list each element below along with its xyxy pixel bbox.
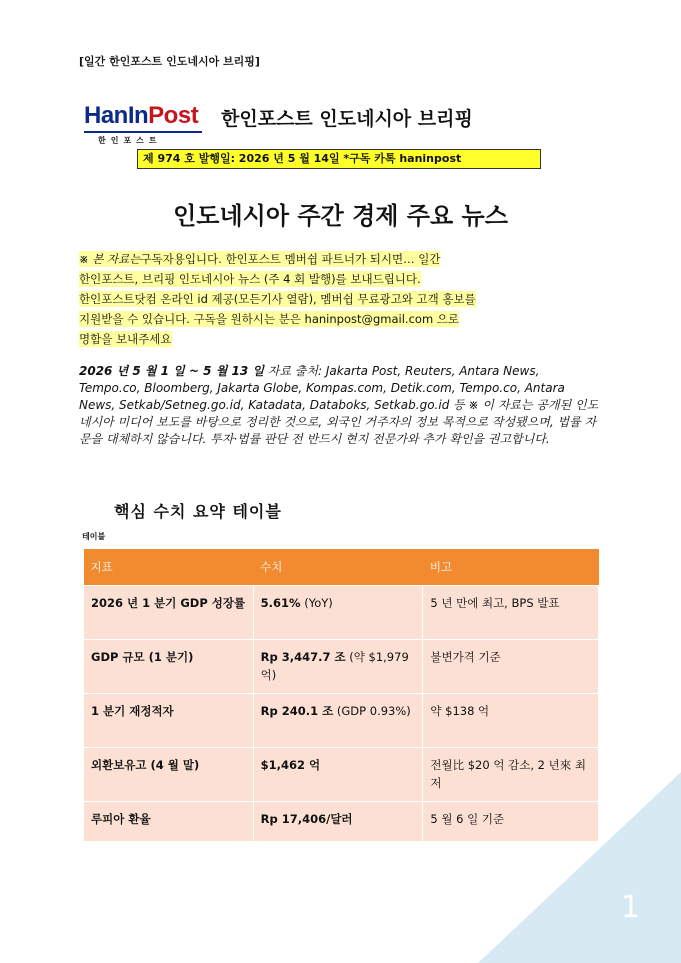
indicator-cell: 2026 년 1 분기 GDP 성장률 xyxy=(84,586,254,640)
page-title: 인도네시아 주간 경제 주요 뉴스 xyxy=(173,202,508,230)
note-cell: 5 년 만에 최고, BPS 발표 xyxy=(423,586,599,640)
section-title: 핵심 수치 요약 테이블 xyxy=(114,502,282,521)
source-list: Jakarta Post, Reuters, Antara News, Tempo.co, Bloomberg, Jakarta Globe, Kompas.com, Detik.com, Tempo.co, Antara News, Setkab/Setneg.go.id, Katadata, Databoks, Setkab.go.id 등 xyxy=(79,364,565,412)
value-cell: 5.61% (YoY) xyxy=(253,586,423,640)
value-cell: Rp 240.1 조 (GDP 0.93%) xyxy=(253,694,423,748)
indicator-cell: GDP 규모 (1 분기) xyxy=(84,640,254,694)
header-note: 비고 xyxy=(423,549,599,586)
key-figures-table xyxy=(83,549,599,842)
table-row xyxy=(84,640,599,694)
header-indicator: 지표 xyxy=(84,549,254,586)
disclaimer: ※ 이 자료는 공개된 인도네시아 미디어 보도를 바탕으로 정리한 것으로, 외국인 거주자의 정보 목적으로 작성됐으며, 법률 자문을 대체하지 않습니다. 투자·법률 판단 전 반드시 현지 전문가와 추가 확인을 권고합니다. xyxy=(79,398,599,446)
briefing-tag: [일간 한인포스트 인도네시아 브리핑] xyxy=(79,55,260,68)
table-caption: 테이블 xyxy=(82,532,106,541)
note-cell: 전월比 $20 억 감소, 2 년來 최저 xyxy=(423,748,599,802)
note-cell: 불변가격 기준 xyxy=(423,640,599,694)
indicator-cell: 루피아 환율 xyxy=(84,802,254,842)
value-cell: Rp 17,406/달러 xyxy=(253,802,423,842)
period: 2026 년 5 월 1 일 ~ 5 월 13 일 xyxy=(79,364,264,378)
table-row xyxy=(84,694,599,748)
issue-info-bar: 제 974 호 발행일: 2026 년 5 월 14일 *구독 카톡 haninpost xyxy=(137,149,541,169)
indicator-cell: 1 분기 재정적자 xyxy=(84,694,254,748)
subscription-notice: ※ 본 자료는구독자용입니다. 한인포스트 멤버쉽 파트너가 되시면… 일간 한인포스트, 브리핑 인도네시아 뉴스 (주 4 회 발행)를 보내드립니다. 한인포스트닷컴 온라인 id 제공(모든기사 열람), 멤버쉽 무료광고와 고객 홍보를 지원받을 수 있습니다. 구독을 원하시는 분은 haninpost@gmail.com 으로 명함을 보내주세요 xyxy=(79,252,476,346)
header-title: 한인포스트 인도네시아 브리핑 xyxy=(221,108,473,130)
indicator-cell: 외환보유고 (4 월 말) xyxy=(84,748,254,802)
page-number: 1 xyxy=(621,890,641,925)
sources-block: 2026 년 5 월 1 일 ~ 5 월 13 일 자료 출처: Jakarta Post, Reuters, Antara News, Tempo.co, Bloomberg, Jakarta Globe, Kompas.com, Detik.com, Tempo.co, Antara News, Setkab/Setneg.go.id, Katadata, Databoks, Setkab.go.id 등 ※ 이 자료는 공개된 인도네시아 미디어 보도를 바탕으로 정리한 것으로, 외국인 거주자의 정보 목적으로 작성됐으며, 법률 자문을 대체하지 않습니다. 투자·법률 판단 전 반드시 현지 전문가와 추가 확인을 권고합니다. xyxy=(79,364,599,446)
notice-marker: ※ 본 자료는 xyxy=(79,252,141,266)
value-cell: $1,462 억 xyxy=(253,748,423,802)
table-row xyxy=(84,748,599,802)
table-row xyxy=(84,586,599,640)
table-row xyxy=(84,802,599,842)
note-cell: 5 월 6 일 기준 xyxy=(423,802,599,842)
header-value: 수치 xyxy=(253,549,423,586)
table-header-row xyxy=(84,549,599,586)
value-cell: Rp 3,447.7 조 (약 $1,979 억) xyxy=(253,640,423,694)
note-cell: 약 $138 억 xyxy=(423,694,599,748)
logo-subtitle: 한인포스트 xyxy=(98,136,162,145)
haninpost-logo: HanInPost 한인포스트 xyxy=(84,103,204,146)
